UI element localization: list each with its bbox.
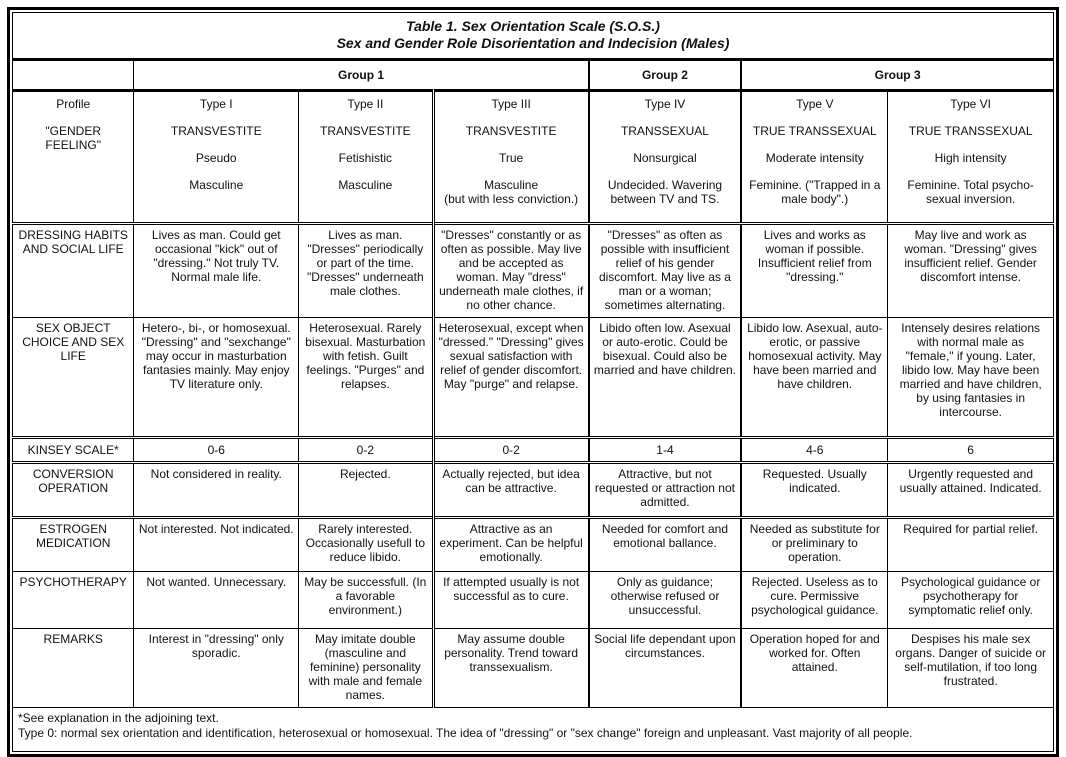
feeling-note: (but with less conviction.) bbox=[444, 192, 579, 206]
cell: Operation hoped for and worked for. Often attained. bbox=[741, 629, 888, 708]
group-1-header: Group 1 bbox=[134, 60, 589, 91]
feeling-text: Masculine bbox=[189, 178, 244, 192]
cell: Despises his male sex organs. Danger of suicide or self-mutilation, if too long frustrated. bbox=[888, 629, 1054, 708]
type-feeling bbox=[594, 178, 737, 206]
cell: Needed for comfort and emotional ballance. bbox=[589, 518, 742, 572]
type-name: TRUE TRANSSEXUAL bbox=[908, 124, 1033, 138]
group-header-empty-cell bbox=[13, 60, 134, 91]
type-name: TRANSVESTITE bbox=[465, 124, 557, 138]
cell: Requested. Usually indicated. bbox=[741, 463, 888, 518]
cell: Intensely desires relations with normal male as "female," if young. Later, libido low. May have been married and have children, by using fantasies in intercourse. bbox=[888, 318, 1054, 438]
cell: Not considered in reality. bbox=[134, 463, 299, 518]
type-name: TRANSVESTITE bbox=[170, 124, 262, 138]
type-name: TRUE TRANSSEXUAL bbox=[752, 124, 877, 138]
row-kinsey-scale bbox=[13, 438, 1054, 463]
type-heading: Type VI bbox=[950, 97, 991, 111]
feeling-text: Masculine bbox=[338, 178, 393, 192]
cell: Hetero-, bi-, or homosexual. "Dressing" and "sexchange" may occur in masturbation fantasies mainly. May enjoy TV literature only. bbox=[134, 318, 299, 438]
type-subtype: Fetishistic bbox=[338, 151, 392, 165]
table-subtitle: Sex and Gender Role Disorientation and Indecision (Males) bbox=[336, 35, 730, 51]
type-heading: Type II bbox=[347, 97, 384, 111]
cell: Actually rejected, but idea can be attractive. bbox=[433, 463, 589, 518]
type-heading: Type III bbox=[491, 97, 531, 111]
title-row bbox=[13, 13, 1054, 60]
cell: Attractive, but not requested or attraction not admitted. bbox=[589, 463, 742, 518]
cell: Required for partial relief. bbox=[888, 518, 1054, 572]
feeling-text: Undecided. Wavering between TV and TS. bbox=[607, 178, 723, 206]
gender-feeling-label: "GENDER FEELING" bbox=[45, 124, 102, 152]
type-heading: Type V bbox=[796, 97, 834, 111]
cell: Only as guidance; otherwise refused or unsuccessful. bbox=[589, 572, 742, 629]
profile-type-5 bbox=[741, 91, 888, 224]
type-feeling bbox=[303, 178, 428, 192]
type-heading: Type I bbox=[199, 97, 233, 111]
profile-type-4 bbox=[589, 91, 742, 224]
cell: Interest in "dressing" only sporadic. bbox=[134, 629, 299, 708]
cell: Rejected. Useless as to cure. Permissive psychological guidance. bbox=[741, 572, 888, 629]
feeling-text: Feminine. ("Trapped in a male body".) bbox=[749, 178, 881, 206]
cell: Not wanted. Unnecessary. bbox=[134, 572, 299, 629]
row-label-conversion-operation: CONVERSION OPERATION bbox=[13, 463, 134, 518]
type-feeling bbox=[746, 178, 883, 206]
cell: Heterosexual. Rarely bisexual. Masturbation with fetish. Guilt feelings. "Purges" and relapses. bbox=[299, 318, 434, 438]
type-subtype: Pseudo bbox=[195, 151, 237, 165]
row-label-kinsey-scale: KINSEY SCALE* bbox=[13, 438, 134, 463]
cell: Needed as substitute for or preliminary to operation. bbox=[741, 518, 888, 572]
cell: May assume double personality. Trend toward transsexualism. bbox=[433, 629, 589, 708]
cell: 0-2 bbox=[433, 438, 589, 463]
cell: 0-2 bbox=[299, 438, 434, 463]
profile-type-2 bbox=[299, 91, 434, 224]
type-feeling bbox=[138, 178, 294, 192]
cell: Social life dependant upon circumstances. bbox=[589, 629, 742, 708]
type-subtype: Nonsurgical bbox=[633, 151, 697, 165]
cell: Attractive as an experiment. Can be helpful emotionally. bbox=[433, 518, 589, 572]
type-feeling bbox=[892, 178, 1049, 206]
cell: Lives and works as woman if possible. Insufficient relief from "dressing." bbox=[741, 224, 888, 318]
type-name: TRANSVESTITE bbox=[319, 124, 411, 138]
cell: "Dresses" constantly or as often as possible. May live and be accepted as woman. May "dress" underneath male clothes, if no other chance. bbox=[433, 224, 589, 318]
row-label-psychotherapy: PSYCHOTHERAPY bbox=[13, 572, 134, 629]
cell: Urgently requested and usually attained. Indicated. bbox=[888, 463, 1054, 518]
cell: May be successfull. (In a favorable environment.) bbox=[299, 572, 434, 629]
footnote-asterisk: *See explanation in the adjoining text. bbox=[18, 711, 219, 725]
document-frame bbox=[7, 7, 1059, 757]
cell: 6 bbox=[888, 438, 1054, 463]
profile-type-3 bbox=[433, 91, 589, 224]
cell: 4-6 bbox=[741, 438, 888, 463]
cell: Libido low. Asexual, auto-erotic, or passive homosexual activity. May have been married and have children. bbox=[741, 318, 888, 438]
cell: 1-4 bbox=[589, 438, 742, 463]
title-cell bbox=[13, 13, 1054, 60]
profile-row bbox=[13, 91, 1054, 224]
row-label-profile bbox=[13, 91, 134, 224]
row-label-estrogen-medication: ESTROGEN MEDICATION bbox=[13, 518, 134, 572]
profile-type-1 bbox=[134, 91, 299, 224]
group-2-header: Group 2 bbox=[589, 60, 742, 91]
row-remarks bbox=[13, 629, 1054, 708]
type-name: TRANSSEXUAL bbox=[620, 124, 709, 138]
footnote-cell bbox=[13, 708, 1054, 752]
table-title: Table 1. Sex Orientation Scale (S.O.S.) bbox=[406, 18, 660, 34]
profile-type-6 bbox=[888, 91, 1054, 224]
footnote-type0: Type 0: normal sex orientation and identification, heterosexual or homosexual. The idea of "dressing" or "sex change" foreign and unpleasant. Vast majority of all people. bbox=[18, 726, 913, 740]
type-subtype: Moderate intensity bbox=[765, 151, 864, 165]
cell: Not interested. Not indicated. bbox=[134, 518, 299, 572]
row-label-dressing-habits: DRESSING HABITS AND SOCIAL LIFE bbox=[13, 224, 134, 318]
cell: "Dresses" as often as possible with insufficient relief of his gender discomfort. May live as a man or a woman; sometimes alternating. bbox=[589, 224, 742, 318]
row-conversion-operation bbox=[13, 463, 1054, 518]
footnote-row bbox=[13, 708, 1054, 752]
cell: Heterosexual, except when "dressed." "Dressing" gives sexual satisfaction with relief of gender discomfort. May "purge" and relapse. bbox=[433, 318, 589, 438]
sos-table bbox=[12, 12, 1054, 752]
type-feeling bbox=[439, 178, 584, 206]
cell: Lives as man. Could get occasional "kick" out of "dressing." Not truly TV. Normal male life. bbox=[134, 224, 299, 318]
cell: If attempted usually is not successful as to cure. bbox=[433, 572, 589, 629]
cell: Rarely interested. Occasionally usefull to reduce libido. bbox=[299, 518, 434, 572]
row-sex-object-choice bbox=[13, 318, 1054, 438]
type-heading: Type IV bbox=[644, 97, 686, 111]
cell: 0-6 bbox=[134, 438, 299, 463]
row-estrogen-medication bbox=[13, 518, 1054, 572]
group-3-header: Group 3 bbox=[741, 60, 1053, 91]
group-header-row bbox=[13, 60, 1054, 91]
row-dressing-habits bbox=[13, 224, 1054, 318]
cell: May live and work as woman. "Dressing" gives insufficient relief. Gender discomfort intense. bbox=[888, 224, 1054, 318]
cell: Psychological guidance or psychotherapy for symptomatic relief only. bbox=[888, 572, 1054, 629]
row-label-sex-object-choice: SEX OBJECT CHOICE AND SEX LIFE bbox=[13, 318, 134, 438]
cell: Rejected. bbox=[299, 463, 434, 518]
row-label-remarks: REMARKS bbox=[13, 629, 134, 708]
type-subtype: True bbox=[499, 151, 524, 165]
cell: Lives as man. "Dresses" periodically or part of the time. "Dresses" underneath male clothes. bbox=[299, 224, 434, 318]
profile-label: Profile bbox=[56, 97, 91, 111]
row-psychotherapy bbox=[13, 572, 1054, 629]
cell: Libido often low. Asexual or auto-erotic. Could be bisexual. Could also be married and have children. bbox=[589, 318, 742, 438]
feeling-text: Feminine. Total psycho-sexual inversion. bbox=[907, 178, 1034, 206]
feeling-text: Masculine bbox=[484, 178, 539, 192]
type-subtype: High intensity bbox=[934, 151, 1007, 165]
cell: May imitate double (masculine and feminine) personality with male and female names. bbox=[299, 629, 434, 708]
